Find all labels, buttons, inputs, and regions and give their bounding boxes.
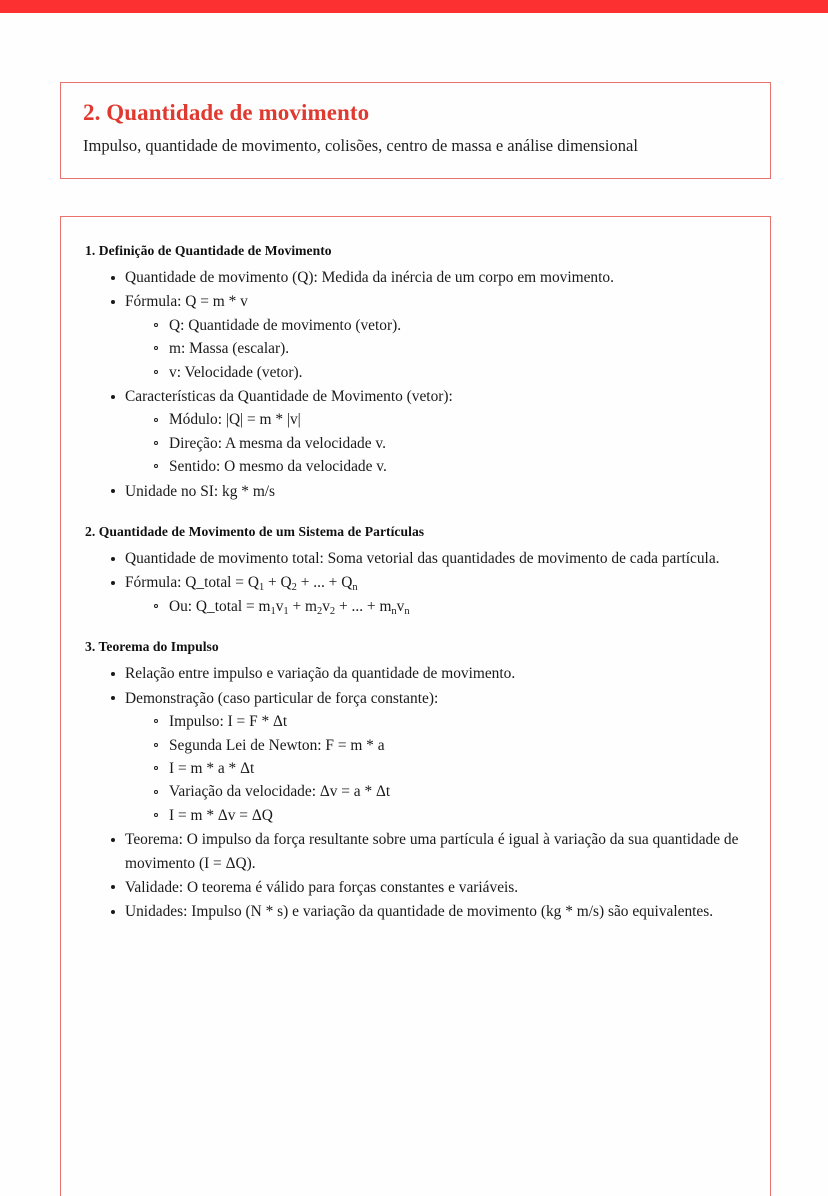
list-item [111, 571, 744, 618]
list-item-text: Variação da velocidade: Δv = a * Δt [169, 783, 391, 801]
list-item-text: Quantidade de movimento (Q): Medida da inércia de um corpo em movimento. [125, 269, 614, 286]
list-item [111, 876, 744, 899]
sub-list-item [154, 595, 744, 618]
sub-list-item [154, 361, 744, 384]
sub-bullet-list [125, 710, 744, 827]
bullet-list [85, 547, 744, 618]
list-item-text: Impulso: I = F * Δt [169, 713, 288, 731]
list-item-text: Fórmula: Q = m * v [125, 293, 248, 311]
list-item-text: m: Massa (escalar). [169, 340, 290, 358]
page-subtitle: Impulso, quantidade de movimento, colisões, centro de massa e análise dimensional [83, 136, 638, 156]
list-item-text: Unidade no SI: kg * m/s [125, 482, 276, 500]
list-item-text: I = m * Δv = ΔQ [169, 806, 273, 824]
sub-list-item [154, 780, 744, 803]
list-item-text: Sentido: O mesmo da velocidade v. [169, 458, 387, 476]
list-item-text: Teorema: O impulso da força resultante sobre uma partícula é igual à variação da sua quantidade de movimento (I = ΔQ). [125, 831, 739, 872]
sub-bullet-list [125, 314, 744, 384]
list-item-text: Ou: Q_total = $m_1v_1 + m_2v_2$ + ... + $m_nv_n$ [169, 597, 410, 617]
list-item-text: Módulo: |Q| = m * |v| [169, 411, 301, 429]
list-item [111, 828, 744, 875]
content-section [85, 639, 744, 923]
list-item-text: Direção: A mesma da velocidade v. [169, 434, 386, 452]
sub-bullet-list [125, 408, 744, 478]
content-section [85, 524, 744, 618]
list-item-text: Relação entre impulso e variação da quantidade de movimento. [125, 665, 516, 683]
document-content-card [60, 216, 771, 1196]
list-item [111, 900, 744, 923]
list-item [111, 480, 744, 503]
top-accent-bar [0, 0, 828, 13]
list-item-text: Q: Quantidade de movimento (vetor). [169, 316, 402, 334]
list-item-text: Fórmula: Q_total = $Q_1 + Q_2$ + ... + $Q_n$ [125, 574, 358, 594]
sub-list-item [154, 455, 744, 478]
sub-list-item [154, 432, 744, 455]
content-section [85, 243, 744, 503]
sub-bullet-list [125, 595, 744, 618]
section-heading: 2. Quantidade de Movimento de um Sistema de Partículas [85, 524, 425, 540]
list-item-text: Unidades: Impulso (N * s) e variação da quantidade de movimento (kg * m/s) são equivalentes. [125, 903, 714, 921]
list-item [111, 687, 744, 827]
bullet-list [85, 662, 744, 923]
sub-list-item [154, 710, 744, 733]
sub-list-item [154, 408, 744, 431]
page-title: 2. Quantidade de movimento [83, 100, 370, 125]
list-item [111, 266, 744, 289]
document-header-card [60, 82, 771, 179]
sub-list-item [154, 804, 744, 827]
section-heading: 1. Definição de Quantidade de Movimento [85, 243, 332, 258]
list-item-text: Quantidade de movimento total: Soma vetorial das quantidades de movimento de cada partícula. [125, 550, 720, 568]
list-item-text: v: Velocidade (vetor). [169, 363, 303, 381]
list-item-text: Segunda Lei de Newton: F = m * a [169, 736, 385, 754]
sub-list-item [154, 337, 744, 360]
list-item-text: Validade: O teorema é válido para forças constantes e variáveis. [125, 878, 519, 896]
sub-list-item [154, 314, 744, 337]
list-item [111, 385, 744, 479]
list-item [111, 547, 744, 570]
list-item [111, 290, 744, 384]
bullet-list [85, 266, 744, 503]
list-item-text: I = m * a * Δt [169, 759, 255, 777]
sub-list-item [154, 734, 744, 757]
list-item [111, 662, 744, 685]
section-heading: 3. Teorema do Impulso [85, 639, 219, 655]
list-item-text: Demonstração (caso particular de força constante): [125, 689, 439, 707]
sections-container [85, 243, 744, 924]
sub-list-item [154, 757, 744, 780]
list-item-text: Características da Quantidade de Movimento (vetor): [125, 388, 453, 406]
